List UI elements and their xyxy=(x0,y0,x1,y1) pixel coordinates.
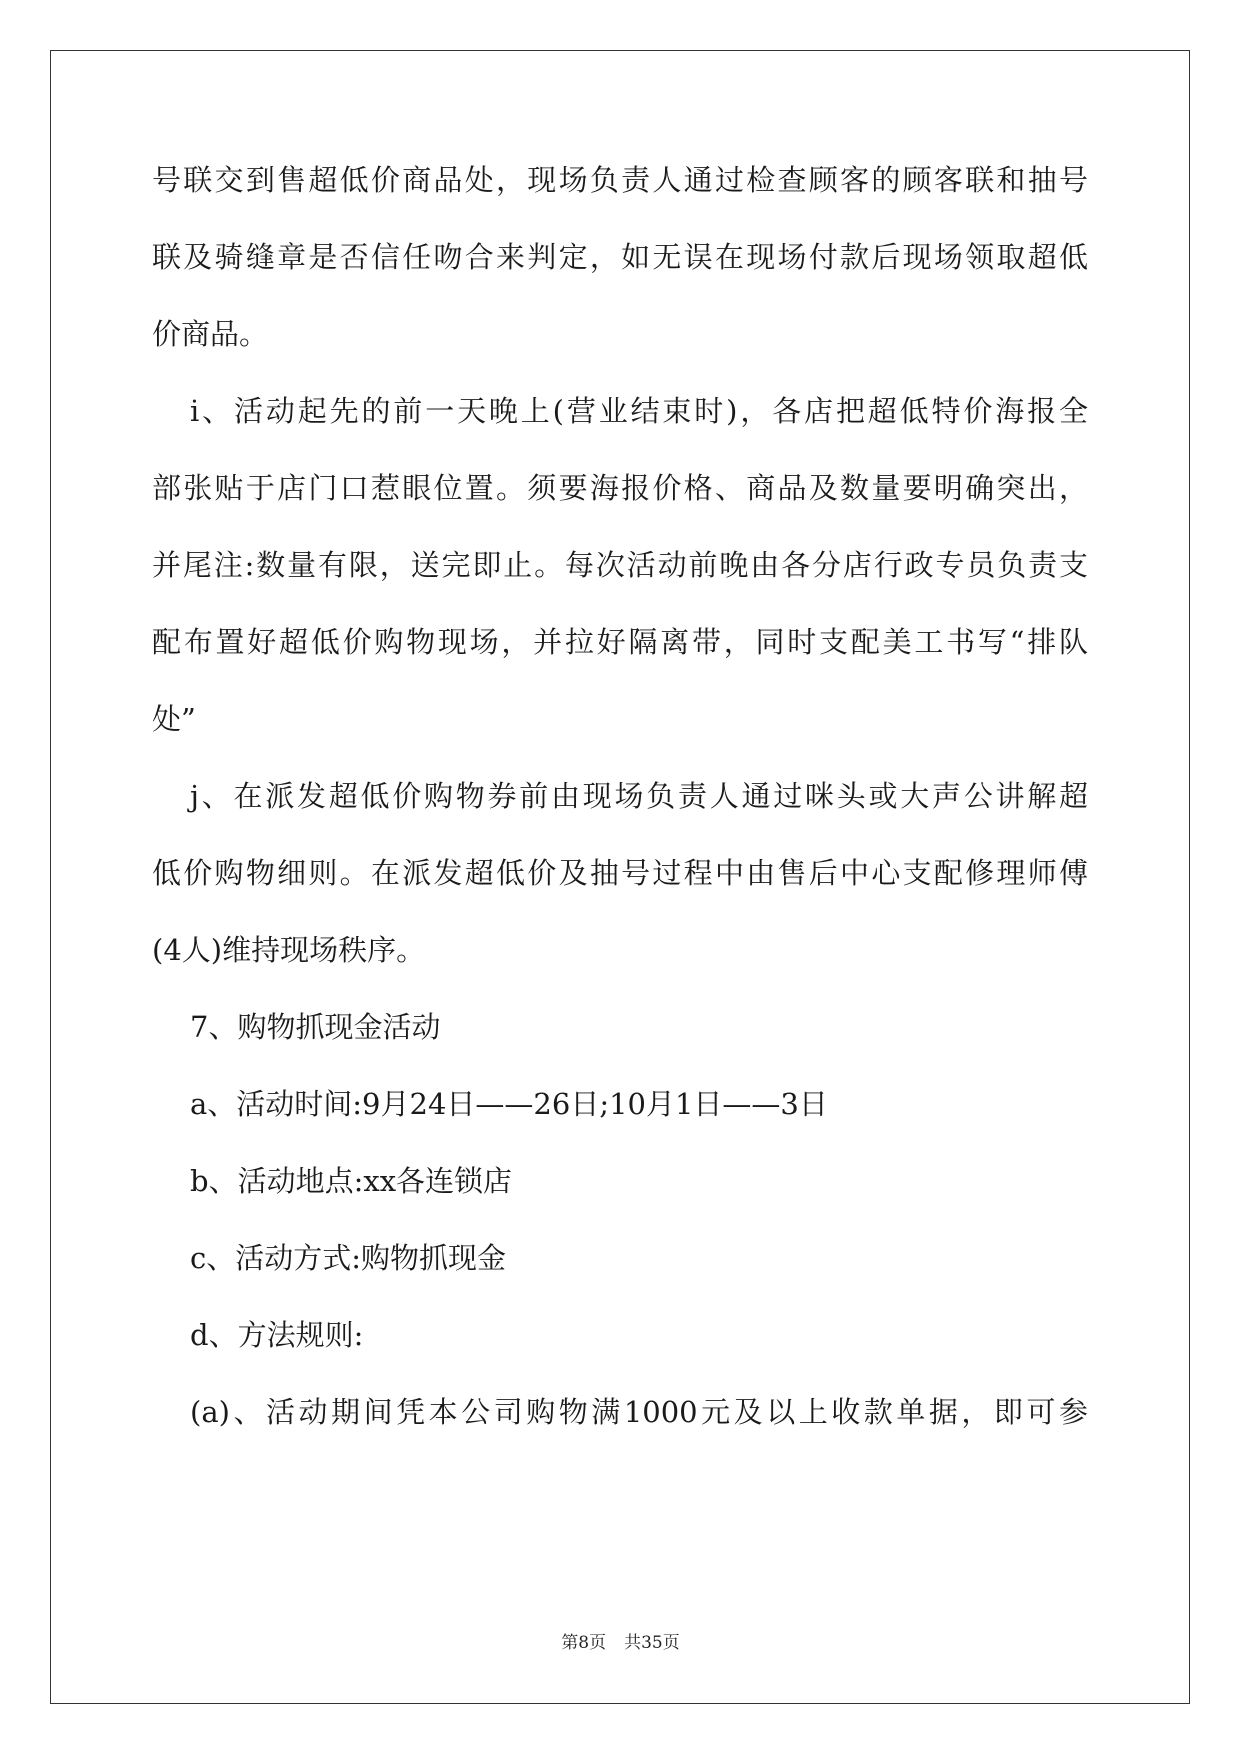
section-heading: 7、购物抓现金活动 xyxy=(190,1010,441,1044)
text-line: 处” xyxy=(152,702,196,736)
text-line: i、活动起先的前一天晚上(营业结束时)，各店把超低特价海报全 xyxy=(190,394,1088,428)
text-line: (4人)维持现场秩序。 xyxy=(152,933,426,967)
page-total: 共35页 xyxy=(624,1633,680,1653)
text-line: b、活动地点:xx各连锁店 xyxy=(190,1164,513,1198)
text-line: 联及骑缝章是否信任吻合来判定，如无误在现场付款后现场领取超低 xyxy=(152,240,1088,274)
text-line: a、活动时间:9月24日——26日;10月1日——3日 xyxy=(190,1087,828,1121)
text-line: 低价购物细则。在派发超低价及抽号过程中由售后中心支配修理师傅 xyxy=(152,856,1088,890)
text-line: 价商品。 xyxy=(152,317,269,351)
page-footer xyxy=(0,1628,1241,1653)
page-number: 第8页 xyxy=(561,1633,607,1653)
text-line: 号联交到售超低价商品处，现场负责人通过检查顾客的顾客联和抽号 xyxy=(152,163,1088,197)
text-line: c、活动方式:购物抓现金 xyxy=(190,1241,507,1275)
text-line: (a)、活动期间凭本公司购物满1000元及以上收款单据，即可参 xyxy=(190,1395,1088,1429)
text-line: 部张贴于店门口惹眼位置。须要海报价格、商品及数量要明确突出， xyxy=(152,471,1088,505)
text-line: 配布置好超低价购物现场，并拉好隔离带，同时支配美工书写“排队 xyxy=(152,625,1088,659)
text-line: 并尾注:数量有限，送完即止。每次活动前晚由各分店行政专员负责支 xyxy=(152,548,1088,582)
text-line: d、方法规则: xyxy=(190,1318,364,1352)
text-line: j、在派发超低价购物券前由现场负责人通过咪头或大声公讲解超 xyxy=(190,779,1088,813)
